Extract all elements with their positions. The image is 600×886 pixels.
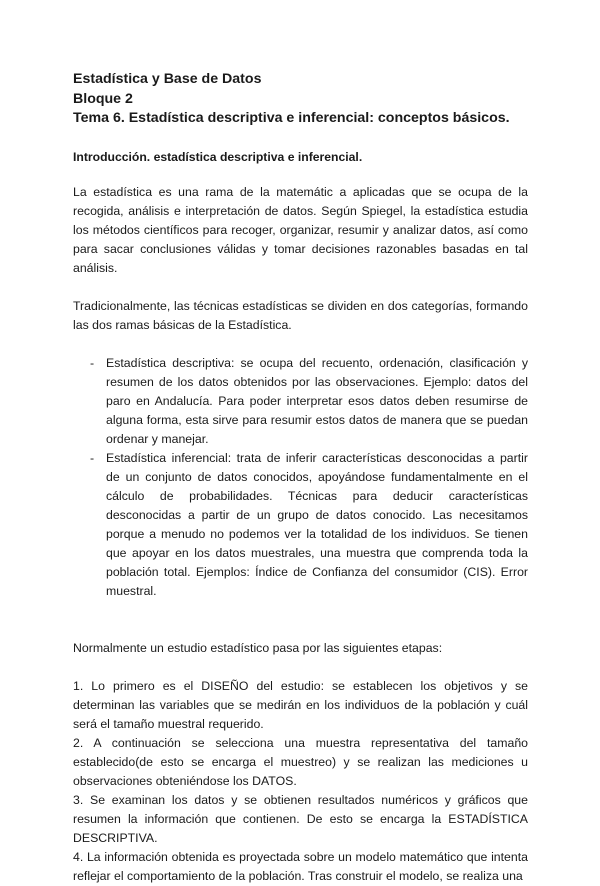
course-title: Estadística y Base de Datos	[73, 71, 262, 87]
list-item-text: Estadística descriptiva: se ocupa del recuento, ordenación, clasificación y resumen de los datos obtenidos por las observaciones. Ejemplo: datos del paro en Andalucía. Para poder interpretar esos datos deben resumirse de alguna forma, esta sirve para resumir estos datos de manera que se puedan ordenar y manejar.	[106, 355, 528, 446]
stage-step-1: 1. Lo primero es el DISEÑO del estudio: se establecen los objetivos y se determinan las variables que se medirán en los individuos de la población y cuál será el tamaño muestral requerido.	[73, 678, 528, 731]
bullet-dash: -	[90, 355, 95, 370]
stage-step-4: 4. La información obtenida es proyectada sobre un modelo matemático que intenta reflejar el comportamiento de la población. Tras construir el modelo, se realiza una	[73, 849, 528, 883]
list-item-inferential	[73, 449, 528, 601]
traditional-paragraph: Tradicionalmente, las técnicas estadísticas se dividen en dos categorías, formando las dos ramas básicas de la Estadística.	[73, 298, 528, 332]
section-heading-introduction: Introducción. estadística descriptiva e inferencial.	[73, 149, 363, 164]
bullet-dash: -	[90, 450, 95, 465]
block-title: Bloque 2	[73, 90, 133, 107]
list-item-text: Estadística inferencial: trata de inferir características desconocidas a partir de un conjunto de datos conocidos, apoyándose fundamentalmente en el cálculo de probabilidades. Técnicas para deducir características desconocidas a partir de un grupo de datos conocido. Las necesitamos porque a menudo no podemos ver la totalidad de los individuos. Se tienen que apoyar en los datos muestrales, una muestra que comprenda toda la población total. Ejemplos: Índice de Confianza del consumidor (CIS). Error muestral.	[106, 450, 528, 598]
topic-title: Tema 6. Estadística descriptiva e inferencial: conceptos básicos.	[73, 110, 510, 126]
intro-paragraph: La estadística es una rama de la matemátic a aplicadas que se ocupa de la recogida, análisis e interpretación de datos. Según Spiegel, la estadística estudia los métodos científicos para recoger, organizar, resumir y analizar datos, así como para sacar conclusiones válidas y tomar decisiones razonables basadas en tal análisis.	[73, 184, 528, 275]
document-page	[73, 70, 528, 886]
branches-list	[73, 354, 528, 601]
stage-step-3: 3. Se examinan los datos y se obtienen resultados numéricos y gráficos que resumen la información que contienen. De esto se encarga la ESTADÍSTICA DESCRIPTIVA.	[73, 792, 528, 845]
stage-step-2: 2. A continuación se selecciona una muestra representativa del tamaño establecido(de esto se encarga el muestreo) y se realizan las mediciones u observaciones obteniéndose los DATOS.	[73, 735, 528, 788]
stages-intro-paragraph: Normalmente un estudio estadístico pasa por las siguientes etapas:	[73, 640, 443, 655]
list-item-descriptive	[73, 354, 528, 449]
